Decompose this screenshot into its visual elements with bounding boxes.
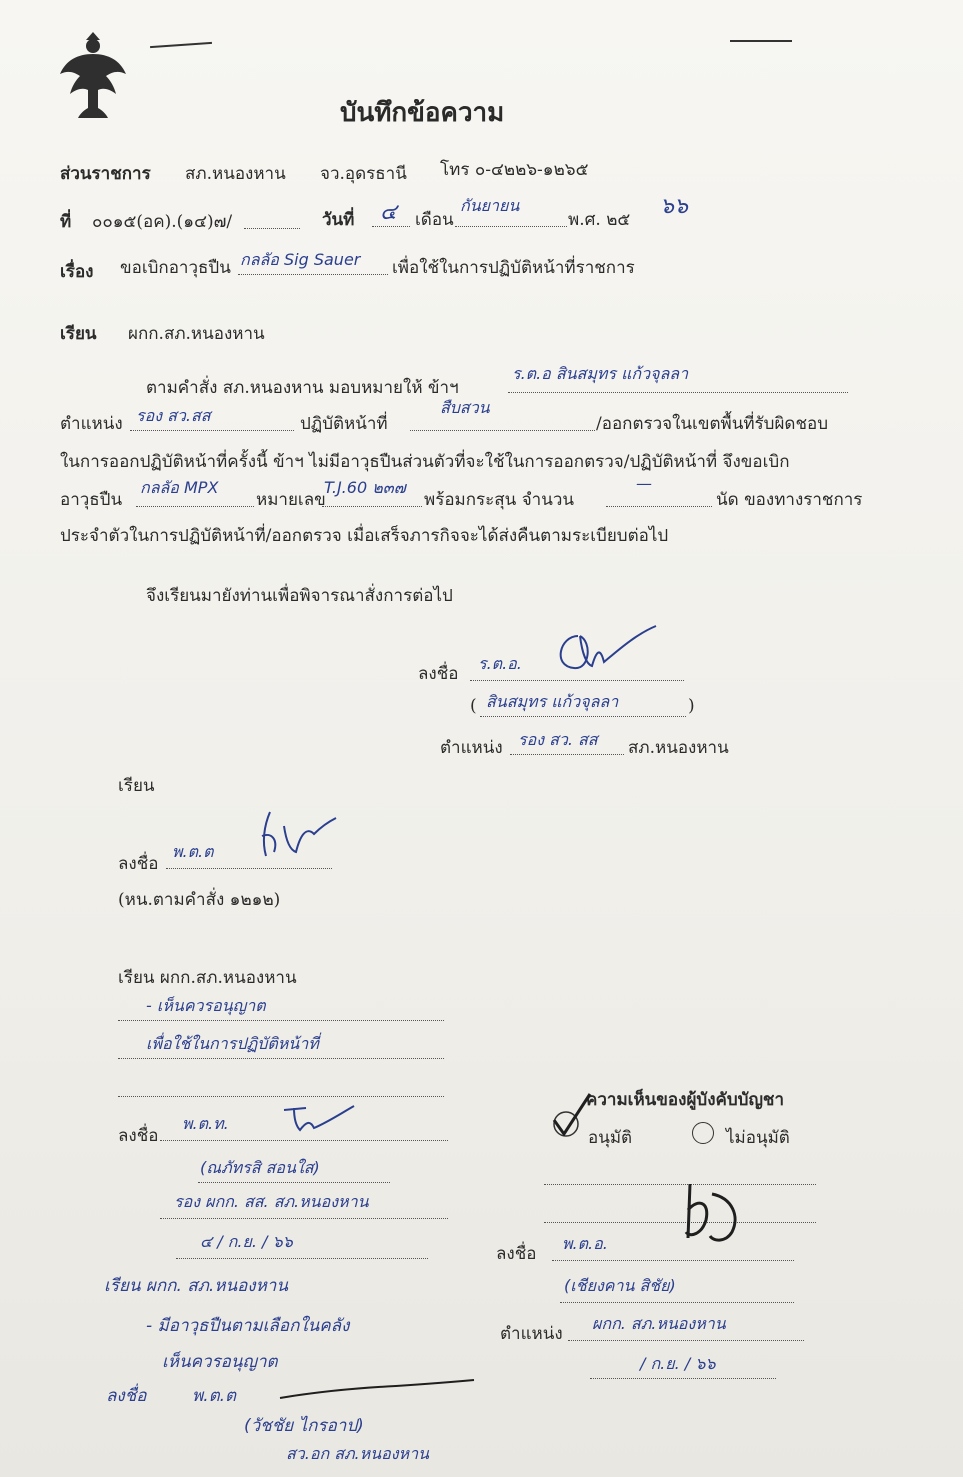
commander-date-dots (590, 1362, 776, 1379)
commander-sign-dots (552, 1244, 794, 1261)
endorse1-sign-hand: พ.ต.ต (172, 842, 214, 861)
endorse2-sign-hand: พ.ต.ท. (182, 1114, 229, 1133)
approve-option[interactable]: อนุมัติ (588, 1128, 633, 1148)
endorse1-signature-icon (250, 806, 340, 862)
endorse1-sign-label: ลงชื่อ (118, 854, 159, 874)
body-line4-hand2: T.J.60 ๒๓๗ (324, 478, 406, 497)
body-line4-post: นัด ของทางราชการ (716, 490, 863, 510)
reject-option[interactable]: ไม่อนุมัติ (726, 1128, 790, 1148)
subject-post: เพื่อใช้ในการปฏิบัติหน้าที่ราชการ (392, 258, 635, 278)
phone-value: โทร ๐-๔๒๒๖-๑๒๖๕ (440, 160, 589, 180)
requester-sign-label: ลงชื่อ (418, 664, 459, 684)
endorse3-line2-hand: - มีอาวุธปืนตามเลือกในคลัง (146, 1316, 350, 1336)
commander-name-dots (560, 1286, 794, 1303)
body-line1-hand: ร.ต.อ สินสมุทร แก้วจุลลา (512, 364, 689, 383)
endorse2-name-dots (198, 1166, 390, 1183)
commander-position-dots (568, 1324, 804, 1341)
body-line2-post: /ออกตรวจในเขตพื้นที่รับผิดชอบ (596, 414, 829, 434)
date-label: วันที่ (322, 210, 355, 230)
body-line5: ประจำตัวในการปฏิบัติหน้าที่/ออกตรวจ เมื่อเสร็จภารกิจจะได้ส่งคืนตามระเบียบต่อไป (60, 526, 669, 546)
endorse3-sign-hand: พ.ต.ต (192, 1386, 237, 1406)
requester-name-hand: สินสมุทร แก้วจุลลา (486, 692, 619, 711)
commander-date-hand: / ก.ย. / ๖๖ (640, 1354, 716, 1373)
endorse1-to-label: เรียน (118, 776, 155, 796)
subject-pre: ขอเบิกอาวุธปืน (120, 258, 231, 278)
requester-name-open: ( (470, 696, 477, 716)
date-day-dots (372, 210, 410, 227)
commander-sign-hand: พ.ต.อ. (562, 1234, 608, 1253)
endorse2-position-hand: รอง ผกก. สส. สภ.หนองหาน (174, 1192, 369, 1211)
body-line3: ในการออกปฏิบัติหน้าที่ครั้งนี้ ข้าฯ ไม่มีอาวุธปืนส่วนตัวที่จะใช้ในการออกตรวจ/ปฏิบัติหน้าที่ จึงขอเบิก (60, 452, 790, 472)
body-line2-hand: รอง สว.สส (136, 406, 211, 425)
body-line2-dots (130, 414, 294, 431)
to-label: เรียน (60, 324, 97, 344)
body-line4-dots3 (606, 490, 712, 507)
requester-sign-hand: ร.ต.อ. (478, 654, 522, 673)
year-label: พ.ศ. ๒๕ (568, 210, 631, 230)
endorse3-position-hand: สว.อก สภ.หนองหาน (286, 1444, 429, 1463)
date-day-hand: ๔ (380, 200, 397, 225)
subject-label: เรื่อง (60, 262, 94, 282)
requester-name-close: ) (688, 696, 695, 716)
endorse2-line3-dots (118, 1080, 444, 1097)
province-value: จว.อุดรธานี (320, 164, 407, 184)
endorse2-name-hand: (ณภัทรสิ สอนใส) (200, 1158, 320, 1177)
body-line4-dots (136, 490, 254, 507)
requester-position-hand: รอง สว. สส (518, 730, 598, 749)
endorse2-line2-hand: เพื่อใช้ในการปฏิบัติหน้าที่ (146, 1034, 319, 1053)
agency-value: สภ.หนองหาน (185, 164, 286, 184)
body-line2-hand2: สืบสวน (440, 398, 490, 417)
date-month-hand: กันยายน (460, 196, 520, 215)
endorse2-signature-icon (276, 1100, 356, 1136)
endorse2-line1-dots (118, 1004, 444, 1021)
endorse2-sign-label: ลงชื่อ (118, 1126, 159, 1146)
endorse2-date-hand: ๔ / ก.ย. / ๖๖ (200, 1232, 293, 1251)
body-line4-pre: อาวุธปืน (60, 490, 123, 510)
garuda-emblem-icon (58, 30, 128, 120)
reject-radio[interactable] (692, 1122, 714, 1144)
commander-sign-label: ลงชื่อ (496, 1244, 537, 1264)
body-line2-mid: ปฏิบัติหน้าที่ (300, 414, 388, 434)
endorse2-to: เรียน ผกก.สภ.หนองหาน (118, 968, 297, 988)
closing-text: จึงเรียนมายังท่านเพื่อพิจารณาสั่งการต่อไป (146, 586, 453, 606)
endorse3-signature-icon (276, 1372, 476, 1406)
commander-name-hand: (เชียงคาน สิชัย) (564, 1276, 676, 1295)
requester-position-post: สภ.หนองหาน (628, 738, 729, 758)
to-value: ผกก.สภ.หนองหาน (128, 324, 265, 344)
body-line4-dots2 (322, 490, 422, 507)
top-left-dash (150, 42, 212, 48)
date-month-dots (455, 210, 567, 227)
body-line4-mid2: พร้อมกระสุน จำนวน (424, 490, 575, 510)
endorse2-line2-dots (118, 1042, 444, 1059)
body-line1-pre: ตามคำสั่ง สภ.หนองหาน มอบหมายให้ ข้าฯ (146, 378, 459, 398)
endorse2-date-dots (176, 1242, 428, 1259)
body-line4-mid: หมายเลข (256, 490, 326, 510)
ref-label: ที่ (60, 212, 72, 232)
ref-dots (244, 212, 300, 229)
body-line4-hand3: — (636, 474, 652, 493)
endorse3-sign-label-hand: ลงชื่อ (106, 1386, 147, 1406)
requester-name-dots (480, 700, 686, 717)
body-line2-dots2 (410, 414, 595, 431)
requester-position-dots (510, 738, 624, 755)
body-line4-hand: กลลัอ MPX (140, 478, 219, 497)
month-label: เดือน (415, 210, 454, 230)
subject-dots (238, 258, 388, 275)
subject-hand: กลลัอ Sig Sauer (240, 250, 361, 269)
commander-position-label: ตำแหน่ง (500, 1324, 563, 1344)
requester-position-label: ตำแหน่ง (440, 738, 503, 758)
ref-value: ๐๐๑๕(อค).(๑๔)๗/ (92, 212, 233, 232)
endorse1-note: (หน.ตามคำสั่ง ๑๒๑๒) (118, 890, 281, 910)
date-year-hand: ๖๖ (660, 194, 688, 219)
endorse3-line3-hand: เห็นควรอนุญาต (162, 1352, 278, 1372)
endorse2-position-dots (160, 1202, 448, 1219)
endorse3-line1-hand: เรียน ผกก. สภ.หนองหาน (104, 1276, 288, 1296)
agency-label: ส่วนราชการ (60, 164, 151, 184)
commander-position-hand: ผกก. สภ.หนองหาน (592, 1314, 726, 1333)
requester-signature-icon (540, 622, 660, 674)
endorse2-line1-hand: - เห็นควรอนุญาต (146, 996, 266, 1015)
body-line1-dots (508, 376, 848, 393)
memo-title: บันทึกข้อความ (340, 98, 505, 128)
body-line2-pre: ตำแหน่ง (60, 414, 123, 434)
commander-heading: ความเห็นของผู้บังคับบัญชา (586, 1090, 785, 1110)
top-right-dash (730, 40, 792, 42)
endorse3-name-hand: (วัชชัย ไกรอาป) (244, 1416, 364, 1436)
